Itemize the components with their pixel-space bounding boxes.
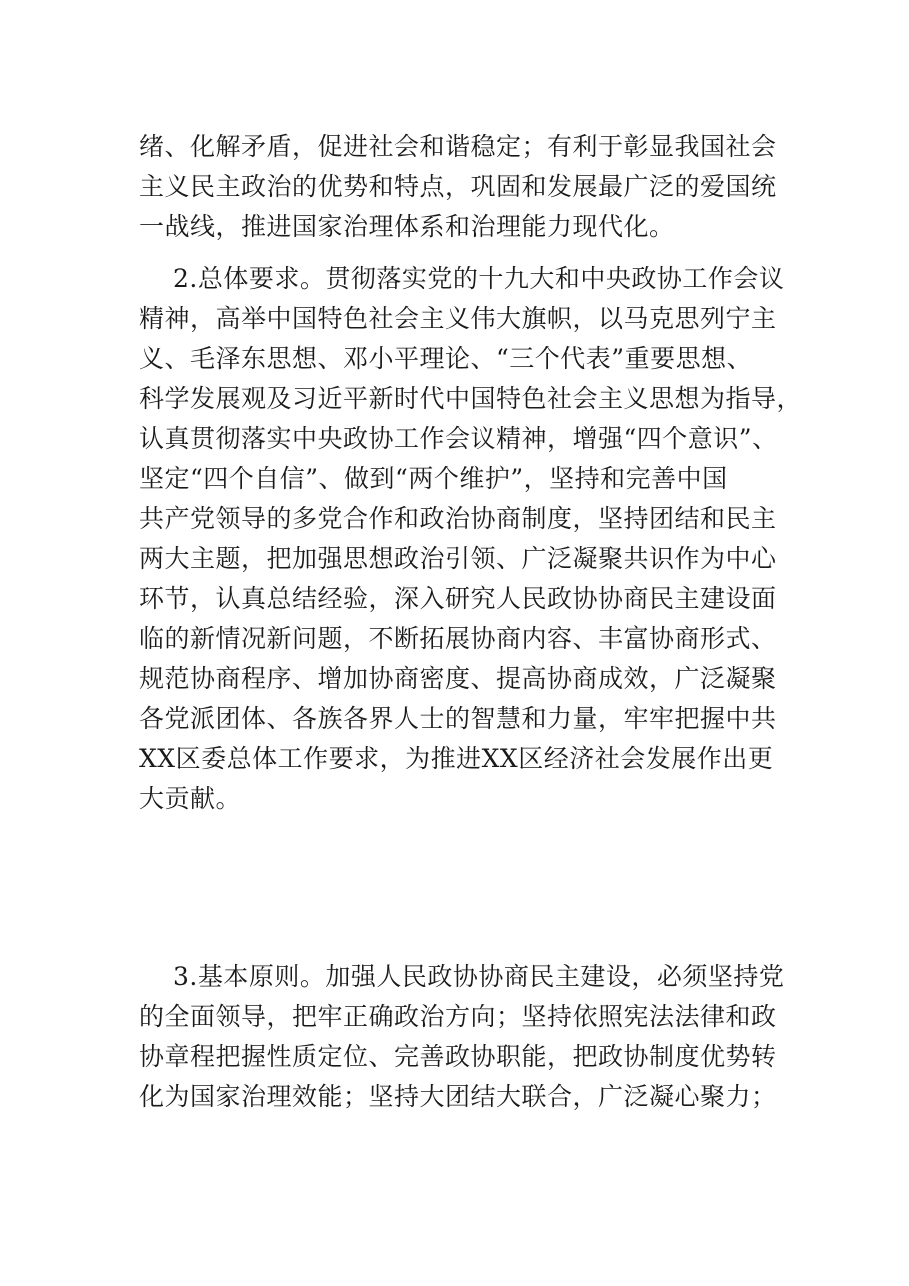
text-line: 环节，认真总结经验，深入研究人民政协协商民主建设面 bbox=[139, 584, 777, 613]
text-line: 的全面领导，把牢正确政治方向；坚持依照宪法法律和政 bbox=[139, 1002, 777, 1031]
paragraph-basic-principles bbox=[139, 957, 785, 1117]
paragraph-general-requirements bbox=[139, 259, 803, 819]
text-line: 坚定“四个自信”、做到“两个维护”，坚持和完善中国 bbox=[139, 464, 728, 493]
text-line: 绪、化解矛盾，促进社会和谐稳定；有利于彰显我国社会 bbox=[139, 132, 777, 161]
text-line: 3.基本原则。加强人民政协协商民主建设，必须坚持党 bbox=[173, 962, 785, 991]
text-line: XX区委总体工作要求，为推进XX区经济社会发展作出更 bbox=[139, 744, 774, 773]
text-line: 义、毛泽东思想、邓小平理论、“三个代表”重要思想、 bbox=[139, 344, 753, 373]
text-line: 共产党领导的多党合作和政治协商制度，坚持团结和民主 bbox=[139, 504, 777, 533]
text-line: 化为国家治理效能；坚持大团结大联合，广泛凝心聚力； bbox=[139, 1082, 777, 1111]
text-line: 一战线，推进国家治理体系和治理能力现代化。 bbox=[139, 212, 675, 241]
text-line: 两大主题，把加强思想政治引领、广泛凝聚共识作为中心 bbox=[139, 544, 777, 573]
text-line: 各党派团体、各族各界人士的智慧和力量，牢牢把握中共 bbox=[139, 704, 777, 733]
text-line: 规范协商程序、增加协商密度、提高协商成效，广泛凝聚 bbox=[139, 664, 777, 693]
text-line: 主义民主政治的优势和特点，巩固和发展最广泛的爱国统 bbox=[139, 172, 777, 201]
text-line: 2.总体要求。贯彻落实党的十九大和中央政协工作会议 bbox=[173, 264, 785, 293]
text-line: 临的新情况新问题，不断拓展协商内容、丰富协商形式、 bbox=[139, 624, 777, 653]
text-line: 认真贯彻落实中央政协工作会议精神，增强“四个意识”、 bbox=[139, 424, 778, 453]
text-line: 协章程把握性质定位、完善政协职能，把政协制度优势转 bbox=[139, 1042, 777, 1071]
text-line: 大贡献。 bbox=[139, 784, 242, 813]
text-line: 精神，高举中国特色社会主义伟大旗帜，以马克思列宁主 bbox=[139, 304, 777, 333]
text-line: 科学发展观及习近平新时代中国特色社会主义思想为指导， bbox=[139, 384, 803, 413]
paragraph-continuation bbox=[139, 127, 779, 247]
